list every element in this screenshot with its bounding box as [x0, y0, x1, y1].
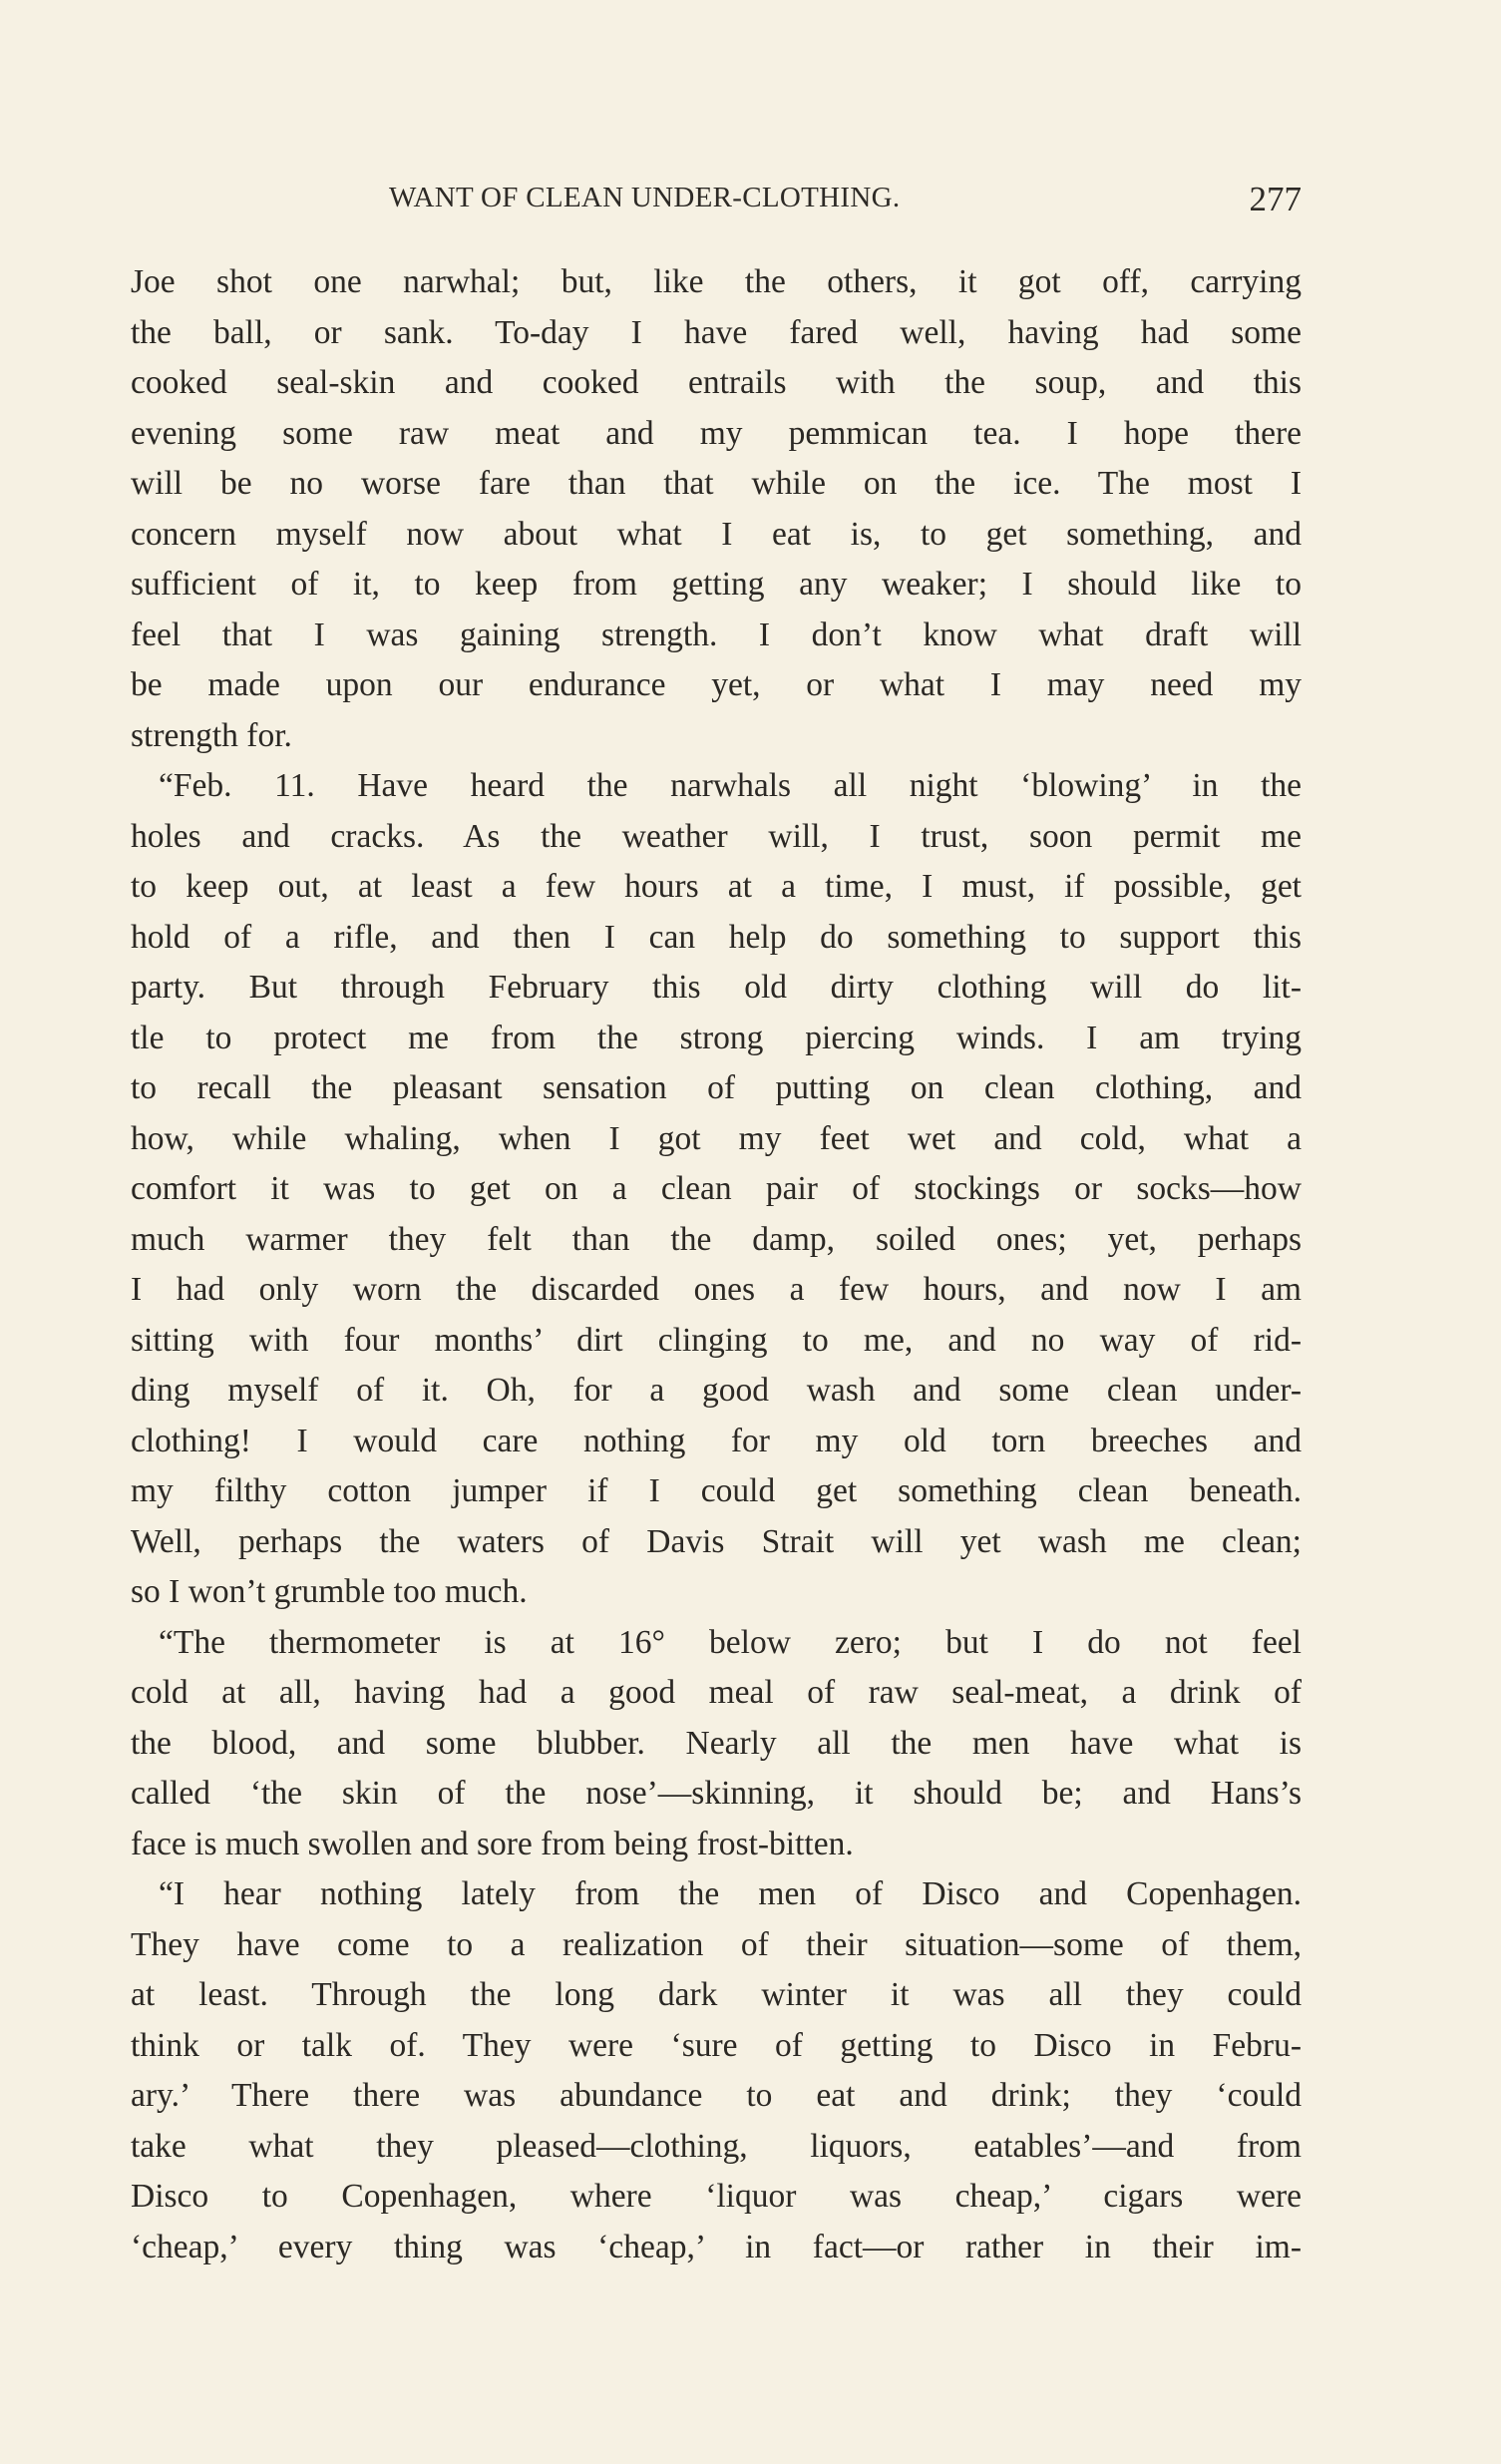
text-line: “Feb. 11. Have heard the narwhals all night ‘blowing’ in the — [159, 767, 1302, 804]
text-line: evening some raw meat and my pemmican tea. I hope there — [131, 414, 1302, 452]
text-line: take what they pleased—clothing, liquors, eatables’—and from — [131, 2127, 1302, 2165]
body-text — [131, 257, 1302, 2272]
text-line: at least. Through the long dark winter it was all they could — [131, 1976, 1302, 2013]
text-line: how, while whaling, when I got my feet wet and cold, what a — [131, 1119, 1302, 1157]
text-line: ding myself of it. Oh, for a good wash and some clean under- — [131, 1372, 1302, 1409]
text-line: strength for. — [131, 716, 292, 754]
text-line: cold at all, having had a good meal of raw seal-meat, a drink of — [131, 1674, 1302, 1711]
text-line: tle to protect me from the strong piercing winds. I am trying — [131, 1019, 1302, 1056]
text-line: Joe shot one narwhal; but, like the others, it got off, carrying — [131, 263, 1302, 300]
text-line: sufficient of it, to keep from getting any weaker; I should like to — [131, 566, 1302, 603]
text-line: think or talk of. They were ‘sure of getting to Disco in Febru- — [131, 2026, 1302, 2064]
text-line: ary.’ There there was abundance to eat and drink; they ‘could — [131, 2077, 1302, 2114]
text-line: my filthy cotton jumper if I could get something clean beneath. — [131, 1472, 1302, 1509]
text-line: to keep out, at least a few hours at a time, I must, if possible, get — [131, 868, 1302, 905]
text-line: face is much swollen and sore from being frost-bitten. — [131, 1825, 854, 1862]
text-line: clothing! I would care nothing for my old torn breeches and — [131, 1422, 1302, 1459]
text-line: I had only worn the discarded ones a few hours, and now I am — [131, 1271, 1302, 1308]
text-line: concern myself now about what I eat is, to get something, and — [131, 515, 1302, 553]
running-title: WANT OF CLEAN UNDER-CLOTHING. — [389, 182, 901, 213]
text-line: cooked seal-skin and cooked entrails with the soup, and this — [131, 364, 1302, 401]
text-line: will be no worse fare than that while on the ice. The most I — [131, 465, 1302, 502]
text-line: the ball, or sank. To-day I have fared well, having had some — [131, 313, 1302, 351]
text-line: be made upon our endurance yet, or what I may need my — [131, 666, 1302, 703]
text-line: Well, perhaps the waters of Davis Strait will yet wash me clean; — [131, 1522, 1302, 1560]
text-line: They have come to a realization of their situation—some of them, — [131, 1925, 1302, 1963]
text-line: sitting with four months’ dirt clinging to me, and no way of rid- — [131, 1321, 1302, 1359]
running-head — [389, 182, 1302, 221]
text-line: hold of a rifle, and then I can help do something to support this — [131, 918, 1302, 956]
text-line: much warmer they felt than the damp, soiled ones; yet, perhaps — [131, 1220, 1302, 1258]
text-line: “I hear nothing lately from the men of Disco and Copenhagen. — [159, 1875, 1302, 1912]
text-line: to recall the pleasant sensation of putting on clean clothing, and — [131, 1069, 1302, 1106]
text-line: Disco to Copenhagen, where ‘liquor was cheap,’ cigars were — [131, 2178, 1302, 2215]
text-line: feel that I was gaining strength. I don’t know what draft will — [131, 616, 1302, 653]
page-number: 277 — [1249, 180, 1302, 218]
text-line: “The thermometer is at 16° below zero; but I do not feel — [159, 1623, 1302, 1661]
text-line: the blood, and some blubber. Nearly all the men have what is — [131, 1724, 1302, 1762]
text-line: ‘cheap,’ every thing was ‘cheap,’ in fact—or rather in their im- — [131, 2228, 1302, 2265]
text-line: so I won’t grumble too much. — [131, 1573, 528, 1610]
text-line: comfort it was to get on a clean pair of stockings or socks—how — [131, 1170, 1302, 1207]
text-line: called ‘the skin of the nose’—skinning, it should be; and Hans’s — [131, 1775, 1302, 1812]
text-line: holes and cracks. As the weather will, I trust, soon permit me — [131, 817, 1302, 855]
text-line: party. But through February this old dirty clothing will do lit- — [131, 969, 1302, 1006]
